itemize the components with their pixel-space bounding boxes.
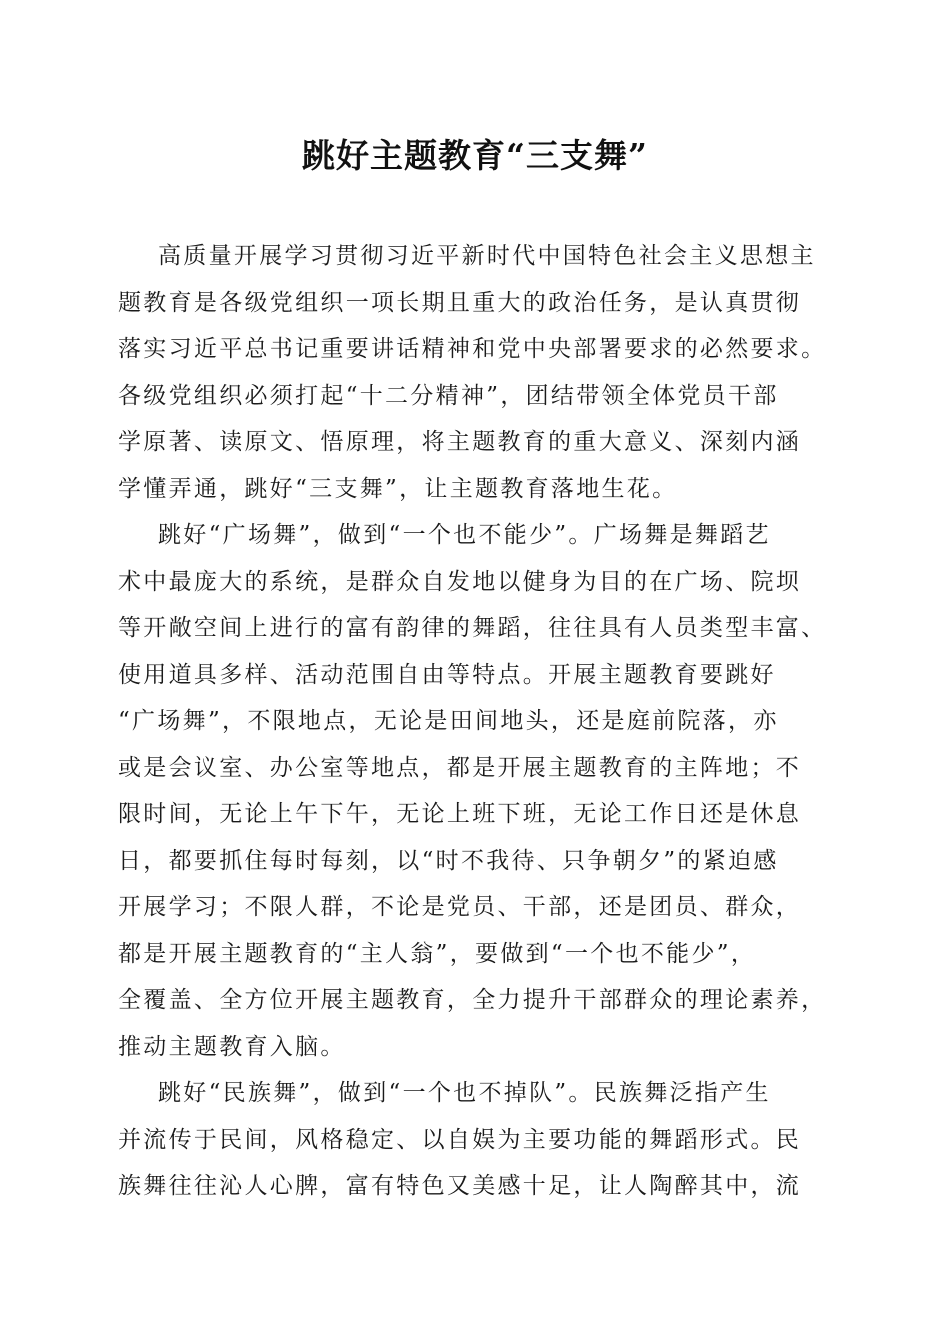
text-line: “广场舞”，不限地点，无论是田间地头，还是庭前院落，亦 [118, 708, 779, 734]
text-line: 使用道具多样、活动范围自由等特点。开展主题教育要跳好 [118, 661, 776, 688]
text-line: 限时间，无论上午下午，无论上班下班，无论工作日还是休息 [118, 801, 802, 827]
text-line: 学原著、读原文、悟原理，将主题教育的重大意义、深刻内涵 [118, 429, 802, 455]
paragraph-square-dance [118, 512, 838, 1070]
text-line: 等开敞空间上进行的富有韵律的舞蹈，往往具有人员类型丰富、 [118, 615, 827, 641]
text-line: 全覆盖、全方位开展主题教育，全力提升干部群众的理论素养， [118, 987, 827, 1013]
text-line: 族舞往往沁人心脾，富有特色又美感十足，让人陶醉其中，流 [118, 1173, 802, 1199]
text-line: 学懂弄通，跳好“三支舞”，让主题教育落地生花。 [118, 475, 678, 502]
text-line: 跳好“广场舞”，做到“一个也不能少”。广场舞是舞蹈艺 [158, 522, 771, 548]
text-line: 日，都要抓住每时每刻，以“时不我待、只争朝夕”的紧迫感 [118, 847, 779, 874]
text-line: 跳好“民族舞”，做到“一个也不掉队”。民族舞泛指产生 [158, 1080, 771, 1106]
text-line: 术中最庞大的系统，是群众自发地以健身为目的在广场、院坝 [118, 568, 802, 595]
document-title: 跳好主题教育“三支舞” [302, 136, 648, 175]
text-line: 并流传于民间，风格稳定、以自娱为主要功能的舞蹈形式。民 [118, 1126, 802, 1153]
text-line: 开展学习；不限人群，不论是党员、干部，还是团员、群众， [118, 894, 802, 920]
text-line: 或是会议室、办公室等地点，都是开展主题教育的主阵地；不 [118, 754, 802, 781]
text-line: 各级党组织必须打起“十二分精神”，团结带领全体党员干部 [118, 382, 779, 409]
document-body [118, 233, 838, 1210]
text-line: 都是开展主题教育的“主人翁”，要做到“一个也不能少”， [118, 940, 757, 967]
text-line: 落实习近平总书记重要讲话精神和党中央部署要求的必然要求。 [118, 336, 827, 362]
paragraph-folk-dance [118, 1070, 838, 1210]
text-line: 题教育是各级党组织一项长期且重大的政治任务，是认真贯彻 [118, 289, 802, 316]
text-line: 高质量开展学习贯彻习近平新时代中国特色社会主义思想主 [158, 243, 816, 269]
paragraph-intro [118, 233, 838, 512]
text-line: 推动主题教育入脑。 [118, 1033, 346, 1060]
